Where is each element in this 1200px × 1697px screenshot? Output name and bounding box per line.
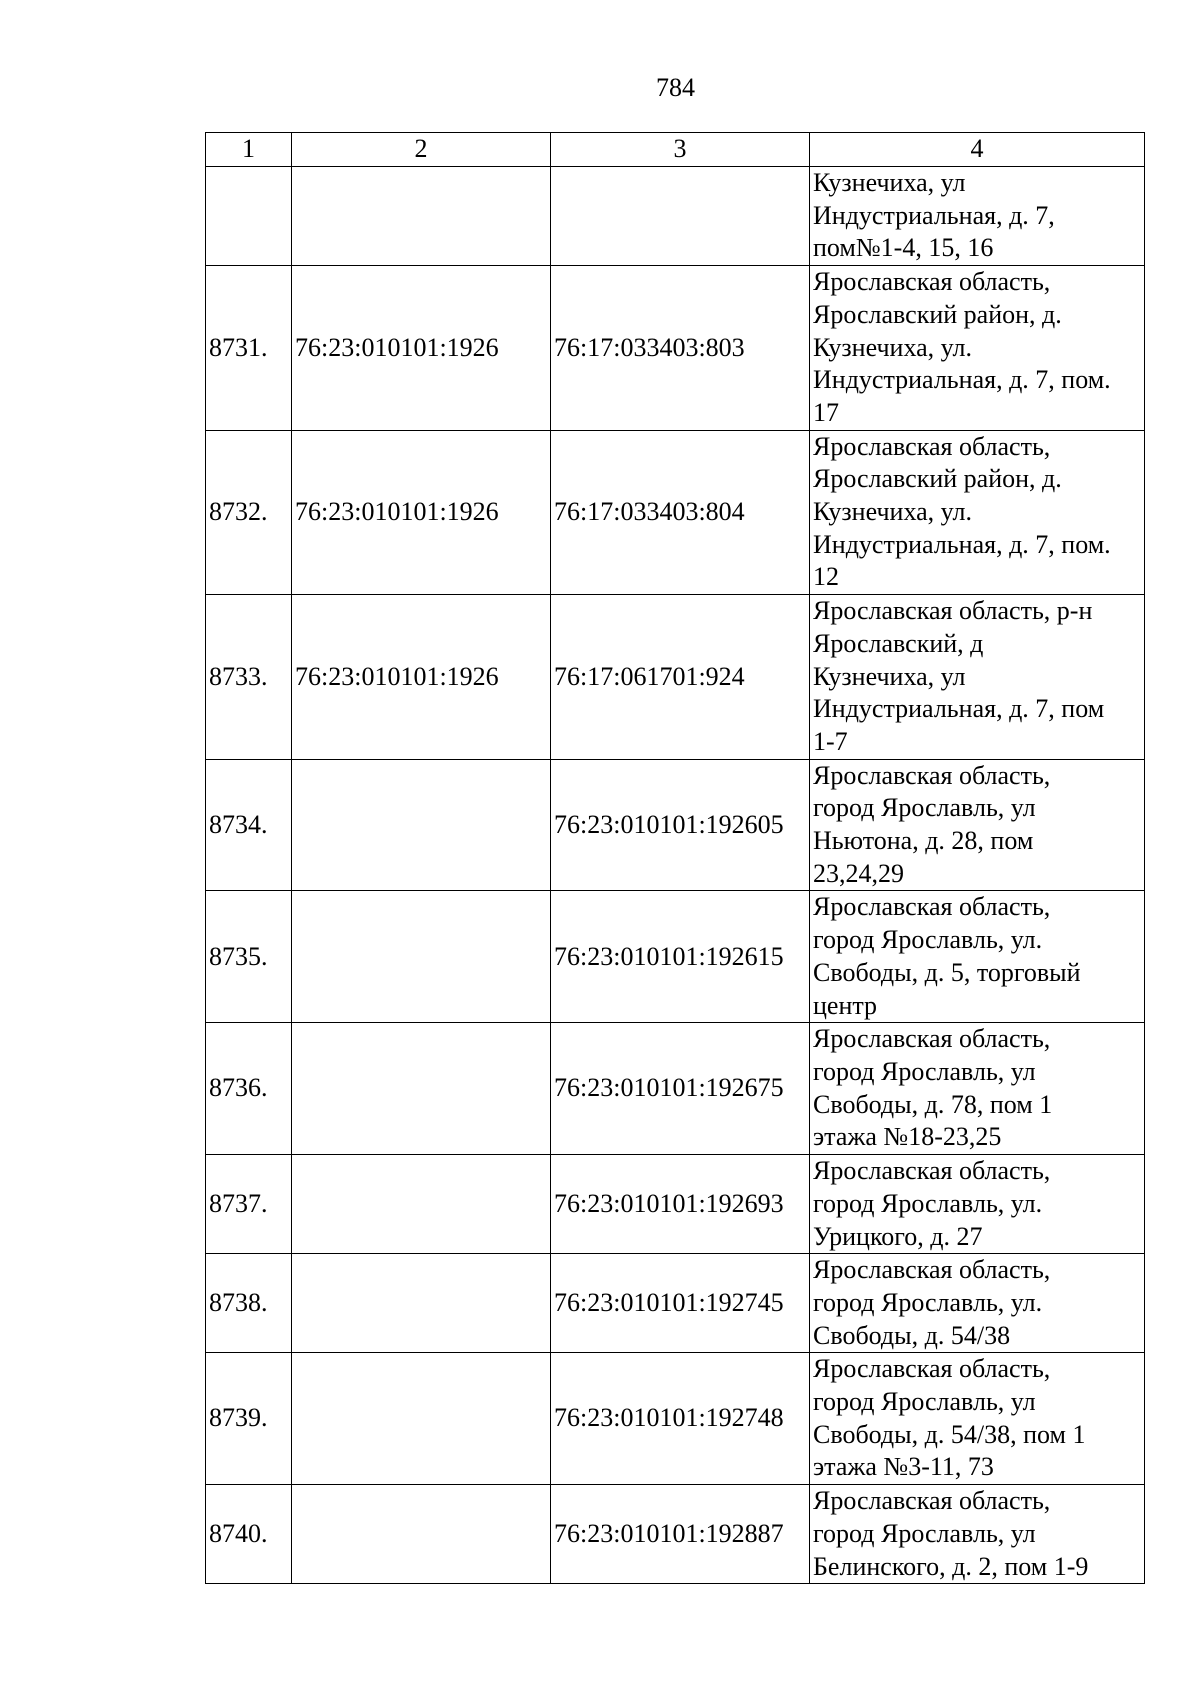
row-number-cell: 8739. <box>206 1353 292 1485</box>
address-line: город Ярославль, ул. <box>813 1287 1043 1317</box>
address-line: Кузнечиха, ул. <box>813 332 972 362</box>
address-line: Индустриальная, д. 7, пом <box>813 694 1105 724</box>
address-cell <box>810 167 1145 266</box>
table-row <box>206 1023 1145 1155</box>
row-number-cell: 8733. <box>206 595 292 760</box>
address-line: город Ярославль, ул <box>813 1056 1036 1086</box>
address-line: Свободы, д. 5, торговый <box>813 957 1081 987</box>
table-row <box>206 595 1145 760</box>
column-header-1: 1 <box>206 133 292 167</box>
address-line: 12 <box>813 562 839 592</box>
address-line: Ярославская область, <box>813 1486 1051 1516</box>
column-header-4: 4 <box>810 133 1145 167</box>
address-cell <box>810 430 1145 595</box>
table-row <box>206 266 1145 431</box>
table-header <box>206 133 1145 167</box>
row-number-cell: 8731. <box>206 266 292 431</box>
address-line: этажа №18-23,25 <box>813 1122 1002 1152</box>
column-header-2: 2 <box>292 133 551 167</box>
address-line: Ярославский, д <box>813 628 984 658</box>
address-cell <box>810 1254 1145 1353</box>
address-line: центр <box>813 990 878 1020</box>
address-line: город Ярославль, ул <box>813 793 1036 823</box>
address-line: Свободы, д. 54/38 <box>813 1320 1011 1350</box>
address-line: этажа №3-11, 73 <box>813 1452 994 1482</box>
address-line: Ярославская область, <box>813 892 1051 922</box>
cadastral-parcel-cell <box>292 1254 551 1353</box>
address-line: Кузнечиха, ул <box>813 661 966 691</box>
cadastral-object-cell: 76:23:010101:192675 <box>551 1023 810 1155</box>
row-number-cell: 8736. <box>206 1023 292 1155</box>
page-number: 784 <box>656 73 695 102</box>
row-number-cell: 8740. <box>206 1485 292 1584</box>
address-line: Индустриальная, д. 7, <box>813 200 1055 230</box>
address-cell <box>810 1023 1145 1155</box>
column-header-3: 3 <box>551 133 810 167</box>
cadastral-parcel-cell <box>292 1353 551 1485</box>
cadastral-object-cell: 76:17:061701:924 <box>551 595 810 760</box>
cadastral-parcel-cell: 76:23:010101:1926 <box>292 430 551 595</box>
row-number-cell <box>206 167 292 266</box>
address-line: Урицкого, д. 27 <box>813 1221 983 1251</box>
cadastral-object-cell: 76:23:010101:192887 <box>551 1485 810 1584</box>
address-line: Ньютона, д. 28, пом <box>813 826 1034 856</box>
address-line: Индустриальная, д. 7, пом. <box>813 365 1111 395</box>
address-line: Ярославская область, <box>813 1024 1051 1054</box>
cadastral-object-cell: 76:17:033403:804 <box>551 430 810 595</box>
address-cell <box>810 1155 1145 1254</box>
address-cell <box>810 266 1145 431</box>
address-line: 1-7 <box>813 726 848 756</box>
row-number-cell: 8737. <box>206 1155 292 1254</box>
table-body <box>206 167 1145 1584</box>
cadastral-object-cell: 76:23:010101:192748 <box>551 1353 810 1485</box>
address-line: Ярославская область, р-н <box>813 596 1093 626</box>
cadastral-parcel-cell <box>292 759 551 891</box>
cadastral-parcel-cell <box>292 1023 551 1155</box>
row-number-cell: 8732. <box>206 430 292 595</box>
address-line: Кузнечиха, ул <box>813 168 966 197</box>
address-line: город Ярославль, ул. <box>813 925 1043 955</box>
address-line: 23,24,29 <box>813 858 904 888</box>
table-row <box>206 167 1145 266</box>
cadastral-object-cell: 76:23:010101:192745 <box>551 1254 810 1353</box>
address-line: Ярославская область, <box>813 760 1051 790</box>
header-row <box>206 133 1145 167</box>
address-cell <box>810 595 1145 760</box>
cadastral-object-cell <box>551 167 810 266</box>
table-row <box>206 1353 1145 1485</box>
address-line: город Ярославль, ул <box>813 1387 1036 1417</box>
address-cell <box>810 1485 1145 1584</box>
address-cell <box>810 759 1145 891</box>
cadastral-parcel-cell <box>292 891 551 1023</box>
address-line: Ярославская область, <box>813 267 1051 297</box>
cadastral-parcel-cell: 76:23:010101:1926 <box>292 595 551 760</box>
table-row <box>206 759 1145 891</box>
address-line: Белинского, д. 2, пом 1-9 <box>813 1551 1089 1581</box>
address-line: город Ярославль, ул <box>813 1518 1036 1548</box>
address-line: Свободы, д. 78, пом 1 <box>813 1089 1053 1119</box>
table-row <box>206 891 1145 1023</box>
address-line: Ярославский район, д. <box>813 464 1062 494</box>
table-row <box>206 430 1145 595</box>
cadastral-parcel-cell <box>292 167 551 266</box>
address-line: Ярославская область, <box>813 1354 1051 1384</box>
cadastral-parcel-cell <box>292 1485 551 1584</box>
address-line: пом№1-4, 15, 16 <box>813 233 994 263</box>
row-number-cell: 8738. <box>206 1254 292 1353</box>
table-row <box>206 1485 1145 1584</box>
address-line: Ярославская область, <box>813 1156 1051 1186</box>
address-cell <box>810 891 1145 1023</box>
cadastral-object-cell: 76:23:010101:192693 <box>551 1155 810 1254</box>
address-line: Ярославская область, <box>813 1255 1051 1285</box>
address-line: Индустриальная, д. 7, пом. <box>813 529 1111 559</box>
cadastral-object-cell: 76:17:033403:803 <box>551 266 810 431</box>
address-line: город Ярославль, ул. <box>813 1188 1043 1218</box>
address-line: 17 <box>813 397 839 427</box>
address-line: Ярославская область, <box>813 431 1051 461</box>
address-cell <box>810 1353 1145 1485</box>
table-row <box>206 1254 1145 1353</box>
row-number-cell: 8734. <box>206 759 292 891</box>
cadastral-object-cell: 76:23:010101:192605 <box>551 759 810 891</box>
table-row <box>206 1155 1145 1254</box>
registry-table <box>205 132 1145 1584</box>
address-line: Кузнечиха, ул. <box>813 497 972 527</box>
cadastral-object-cell: 76:23:010101:192615 <box>551 891 810 1023</box>
address-line: Ярославский район, д. <box>813 299 1062 329</box>
cadastral-parcel-cell <box>292 1155 551 1254</box>
address-line: Свободы, д. 54/38, пом 1 <box>813 1419 1086 1449</box>
cadastral-parcel-cell: 76:23:010101:1926 <box>292 266 551 431</box>
row-number-cell: 8735. <box>206 891 292 1023</box>
